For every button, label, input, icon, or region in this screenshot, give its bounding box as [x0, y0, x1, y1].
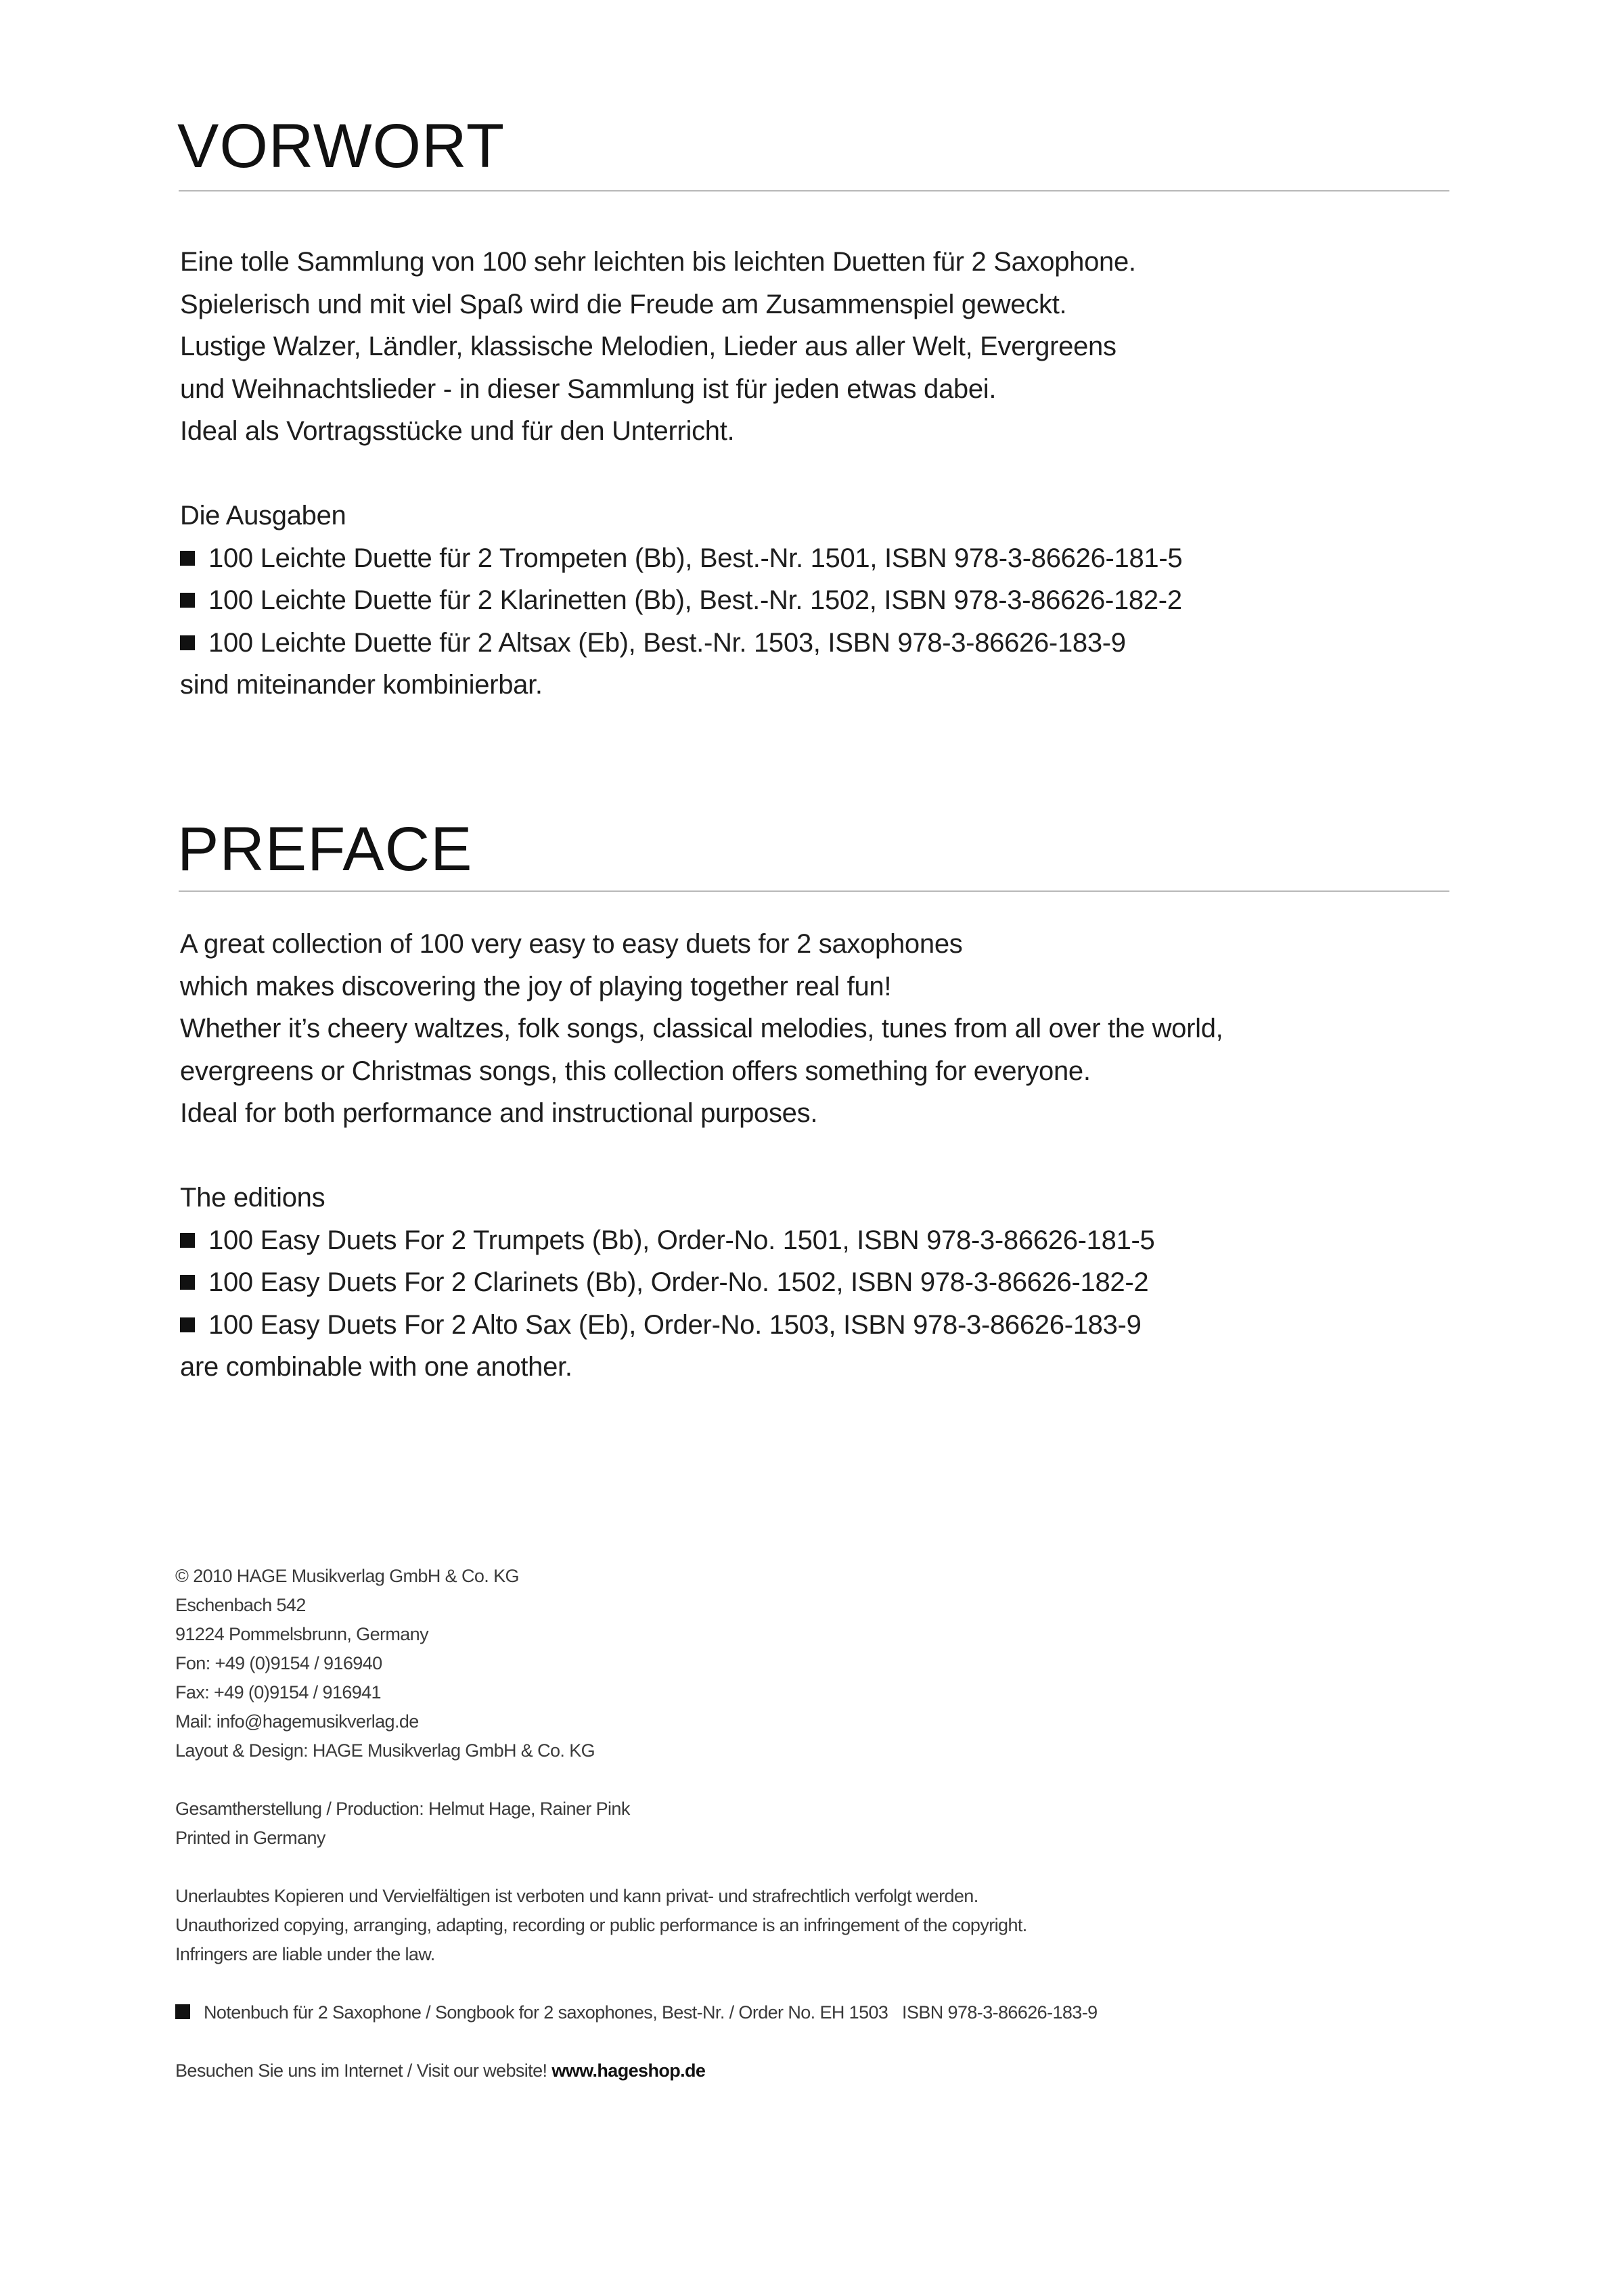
- edition-text: 100 Easy Duets For 2 Alto Sax (Eb), Order-No. 1503, ISBN 978-3-86626-183-9: [208, 1309, 1142, 1340]
- bullet-square-icon: [180, 1317, 195, 1332]
- vorwort-line: Lustige Walzer, Ländler, klassische Melodien, Lieder aus aller Welt, Evergreens: [180, 332, 1116, 361]
- vorwort-divider: [179, 190, 1449, 191]
- vorwort-edition-item: [180, 622, 1182, 664]
- edition-text: 100 Leichte Duette für 2 Altsax (Eb), Best.-Nr. 1503, ISBN 978-3-86626-183-9: [208, 627, 1126, 658]
- vorwort-editions-heading: Die Ausgaben: [180, 501, 346, 531]
- preface-body: [180, 923, 1223, 1389]
- vorwort-line: Spielerisch und mit viel Spaß wird die Freude am Zusammenspiel geweckt.: [180, 289, 1067, 319]
- bullet-square-icon: [175, 2004, 190, 2019]
- imprint-line: Mail: info@hagemusikverlag.de: [175, 1711, 419, 1732]
- bullet-square-icon: [180, 635, 195, 650]
- imprint-line: 91224 Pommelsbrunn, Germany: [175, 1624, 428, 1644]
- website-link[interactable]: www.hageshop.de: [551, 2060, 706, 2081]
- edition-text: 100 Leichte Duette für 2 Trompeten (Bb), Best.-Nr. 1501, ISBN 978-3-86626-181-5: [208, 543, 1183, 573]
- legal-line: Unauthorized copying, arranging, adapting, recording or public performance is an infringement of the copyright.: [175, 1915, 1027, 1935]
- bullet-square-icon: [180, 1233, 195, 1248]
- vorwort-line: und Weihnachtslieder - in dieser Sammlung ist für jeden etwas dabei.: [180, 374, 997, 404]
- vorwort-edition-item: [180, 537, 1182, 580]
- imprint-line: Fax: +49 (0)9154 / 916941: [175, 1682, 381, 1702]
- vorwort-editions-footer: sind miteinander kombinierbar.: [180, 670, 543, 700]
- bullet-square-icon: [180, 1275, 195, 1290]
- edition-text: 100 Easy Duets For 2 Clarinets (Bb), Order-No. 1502, ISBN 978-3-86626-182-2: [208, 1267, 1149, 1297]
- preface-edition-item: [180, 1261, 1223, 1304]
- product-line: [175, 1998, 1098, 2027]
- legal-line: Unerlaubtes Kopieren und Vervielfältigen ist verboten und kann privat- und strafrechtlich verfolgt werden.: [175, 1886, 978, 1906]
- bullet-square-icon: [180, 551, 195, 566]
- visit-text: Besuchen Sie uns im Internet / Visit our website!: [175, 2060, 547, 2081]
- preface-line: A great collection of 100 very easy to easy duets for 2 saxophones: [180, 929, 963, 959]
- preface-line: evergreens or Christmas songs, this collection offers something for everyone.: [180, 1056, 1091, 1086]
- imprint-line: Layout & Design: HAGE Musikverlag GmbH & Co. KG: [175, 1740, 595, 1761]
- imprint-line: Eschenbach 542: [175, 1595, 306, 1615]
- preface-editions-heading: The editions: [180, 1183, 325, 1213]
- production-line: Printed in Germany: [175, 1828, 325, 1848]
- preface-line: which makes discovering the joy of playing together real fun!: [180, 971, 892, 1001]
- imprint-line: Fon: +49 (0)9154 / 916940: [175, 1653, 382, 1673]
- preface-line: Ideal for both performance and instructional purposes.: [180, 1098, 818, 1128]
- vorwort-body: [180, 241, 1182, 706]
- preface-editions-footer: are combinable with one another.: [180, 1352, 572, 1382]
- preface-line: Whether it’s cheery waltzes, folk songs, classical melodies, tunes from all over the world,: [180, 1014, 1223, 1043]
- production-line: Gesamtherstellung / Production: Helmut Hage, Rainer Pink: [175, 1799, 630, 1819]
- product-line-text: Notenbuch für 2 Saxophone / Songbook for 2 saxophones, Best-Nr. / Order No. EH 1503 ISBN 978-3-86626-183-9: [204, 2002, 1098, 2023]
- vorwort-edition-item: [180, 579, 1182, 622]
- imprint: [175, 1562, 1098, 2085]
- legal-line: Infringers are liable under the law.: [175, 1944, 435, 1964]
- vorwort-heading: VORWORT: [177, 112, 505, 181]
- edition-text: 100 Leichte Duette für 2 Klarinetten (Bb), Best.-Nr. 1502, ISBN 978-3-86626-182-2: [208, 585, 1182, 615]
- bullet-square-icon: [180, 593, 195, 608]
- vorwort-line: Eine tolle Sammlung von 100 sehr leichten bis leichten Duetten für 2 Saxophone.: [180, 247, 1136, 277]
- preface-edition-item: [180, 1304, 1223, 1347]
- edition-text: 100 Easy Duets For 2 Trumpets (Bb), Order-No. 1501, ISBN 978-3-86626-181-5: [208, 1225, 1155, 1255]
- imprint-line: © 2010 HAGE Musikverlag GmbH & Co. KG: [175, 1566, 519, 1586]
- visit-line: [175, 2056, 1098, 2085]
- preface-heading: PREFACE: [177, 815, 473, 884]
- vorwort-line: Ideal als Vortragsstücke und für den Unterricht.: [180, 416, 735, 446]
- preface-edition-item: [180, 1219, 1223, 1262]
- preface-divider: [179, 890, 1449, 892]
